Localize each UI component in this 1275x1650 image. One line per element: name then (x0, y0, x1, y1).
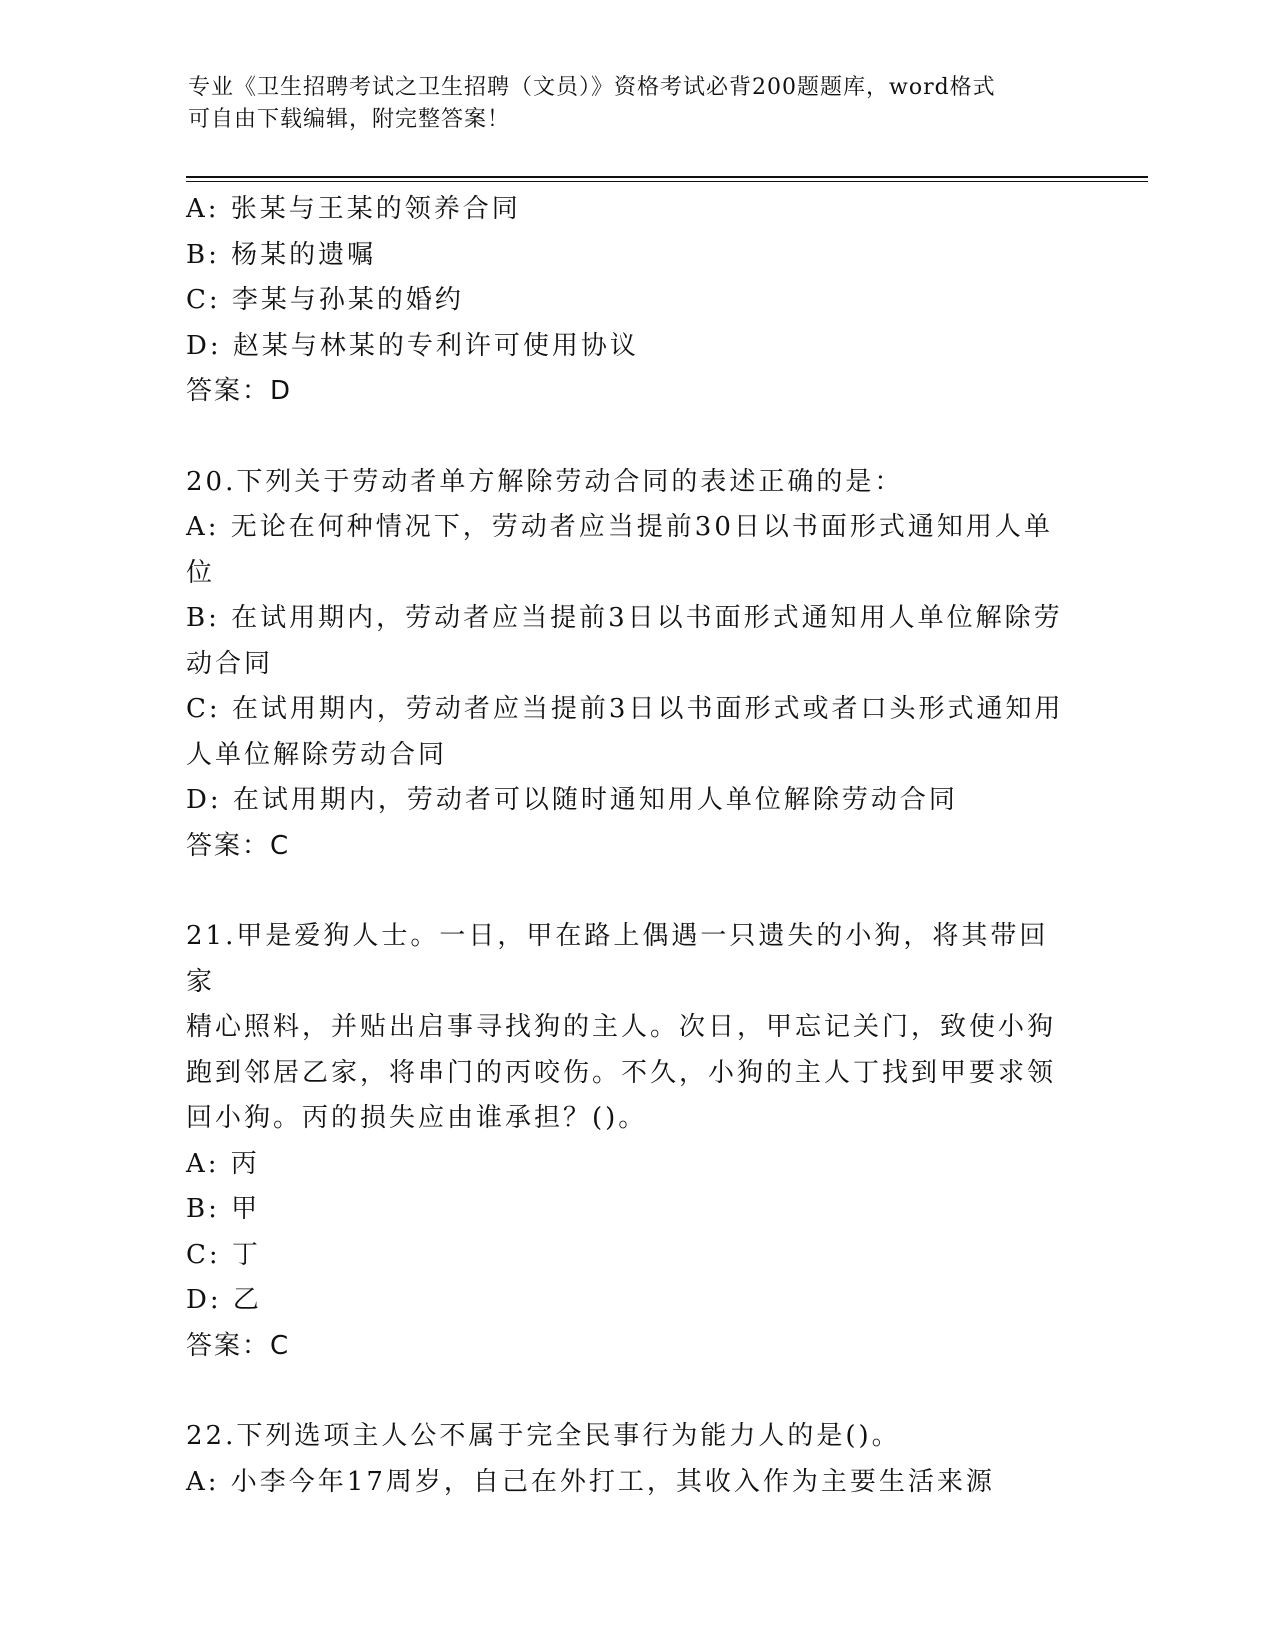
option-d: D: 在试用期内，劳动者可以随时通知用人单位解除劳动合同 (186, 785, 958, 815)
question-stem-continued: 精心照料，并贴出启事寻找狗的主人。次日，甲忘记关门，致使小狗 (186, 1012, 1057, 1042)
option-c: C: 在试用期内，劳动者应当提前3日以书面形式或者口头形式通知用 (186, 694, 1064, 724)
question-content (186, 187, 1076, 1505)
question-19-options (186, 187, 1076, 415)
spacer (186, 869, 1076, 914)
question-stem-continued: 跑到邻居乙家，将串门的丙咬伤。不久，小狗的主人丁找到甲要求领 (186, 1057, 1057, 1088)
option-b: B: 在试用期内，劳动者应当提前3日以书面形式通知用人单位解除劳 (186, 603, 1063, 633)
option-a: A: 丙 (186, 1148, 260, 1179)
option-b: B: 甲 (186, 1194, 261, 1224)
option-a: A: 张某与王某的领养合同 (186, 194, 521, 224)
option-a: A: 无论在何种情况下，劳动者应当提前30日以书面形式通知用人单 (186, 512, 1053, 542)
option-d: D: 乙 (186, 1285, 262, 1315)
answer-label: 答案：D (186, 376, 293, 406)
question-stem: 20.下列关于劳动者单方解除劳动合同的表述正确的是： (186, 466, 904, 497)
answer-label: 答案：C (186, 1330, 291, 1361)
header-title-line-2: 可自由下载编辑，附完整答案！ (188, 107, 511, 132)
header-rule-thick (186, 176, 1148, 178)
document-header (188, 72, 1088, 136)
question-stem: 21.甲是爱狗人士。一日，甲在路上偶遇一只遗失的小狗，将其带回家 (186, 921, 1049, 997)
header-title-line-1: 专业《卫生招聘考试之卫生招聘（文员）》资格考试必背200题题库，word格式 (188, 75, 996, 100)
option-a-continued: 位 (186, 557, 216, 588)
spacer (186, 415, 1076, 460)
option-a: A: 小李今年17周岁，自己在外打工，其收入作为主要生活来源 (186, 1466, 995, 1497)
header-rule-thin (186, 181, 1148, 182)
option-c: C: 丁 (186, 1239, 261, 1270)
question-20 (186, 460, 1076, 870)
spacer (186, 1369, 1076, 1414)
question-stem-continued: 回小狗。丙的损失应由谁承担？()。 (186, 1103, 648, 1133)
question-stem: 22.下列选项主人公不属于完全民事行为能力人的是()。 (186, 1421, 901, 1451)
question-22 (186, 1414, 1076, 1505)
question-21 (186, 914, 1076, 1369)
option-d: D: 赵某与林某的专利许可使用协议 (186, 330, 639, 361)
option-c: C: 李某与孙某的婚约 (186, 285, 464, 315)
answer-label: 答案：C (186, 830, 291, 861)
option-b-continued: 动合同 (186, 648, 274, 679)
option-c-continued: 人单位解除劳动合同 (186, 739, 448, 770)
option-b: B: 杨某的遗嘱 (186, 239, 377, 270)
